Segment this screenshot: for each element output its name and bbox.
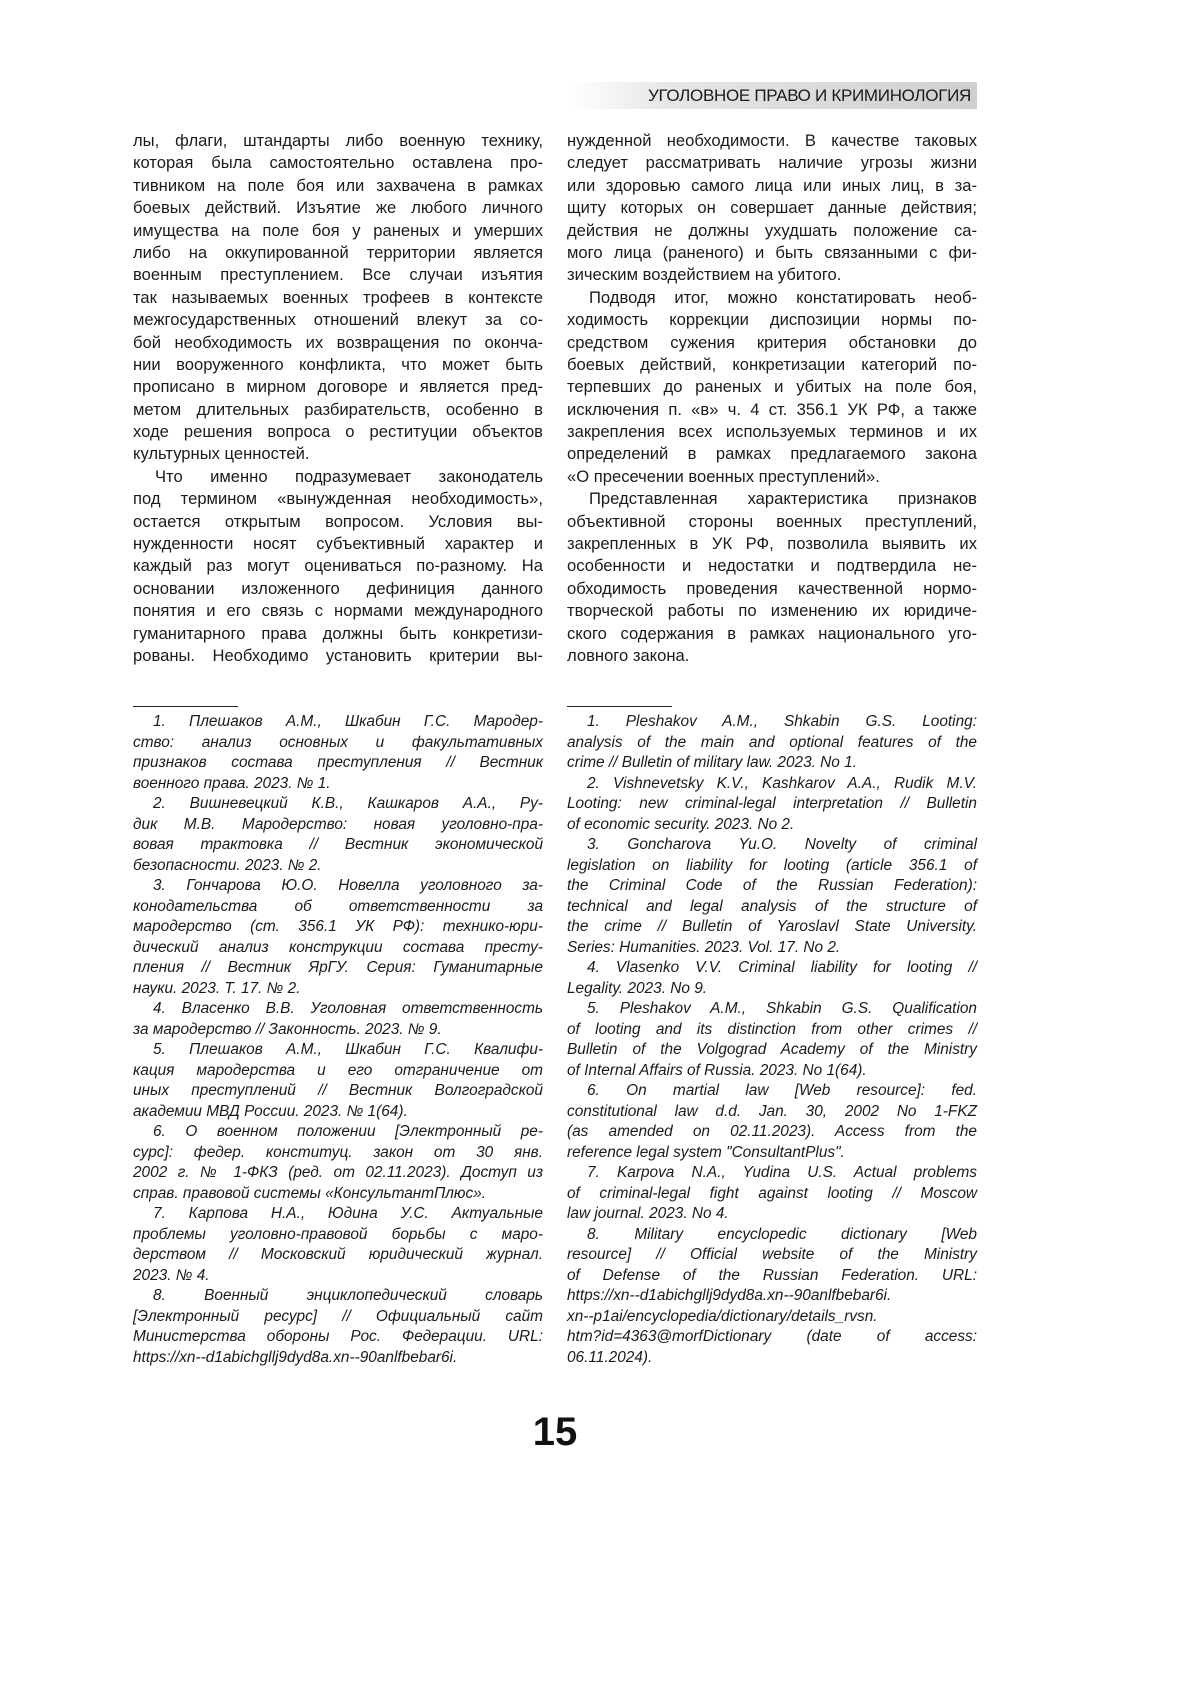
text-line: справ. правовой системы «КонсультантПлюс».: [133, 1184, 543, 1205]
text-line: law journal. 2023. No 4.: [567, 1204, 977, 1225]
text-line: of Internal Affairs of Russia. 2023. No 1(64).: [567, 1061, 977, 1082]
text-line: 7. Карпова Н.А., Юдина У.С. Актуальные: [133, 1204, 543, 1225]
text-line: 2. Вишневецкий К.В., Кашкаров А.А., Ру-: [133, 794, 543, 815]
text-line: исключения п. «в» ч. 4 ст. 356.1 УК РФ, а также: [567, 399, 977, 421]
text-line: имущества на поле боя у раненых и умерших: [133, 220, 543, 242]
paragraph: [567, 488, 977, 667]
text-line: constitutional law d.d. Jan. 30, 2002 No 1-FKZ: [567, 1102, 977, 1123]
text-line: of looting and its distinction from other crimes //: [567, 1020, 977, 1041]
reference-entry: [567, 958, 977, 999]
text-line: of economic security. 2023. No 2.: [567, 815, 977, 836]
reference-entry: [567, 999, 977, 1081]
text-line: зическим воздействием на убитого.: [567, 264, 977, 286]
text-line: средством сужения критерия обстановки до: [567, 332, 977, 354]
reference-entry: [567, 774, 977, 836]
text-line: науки. 2023. Т. 17. № 2.: [133, 979, 543, 1000]
text-line: академии МВД России. 2023. № 1(64).: [133, 1102, 543, 1123]
text-line: определений в рамках предлагаемого закона: [567, 443, 977, 465]
text-line: Bulletin of the Volgograd Academy of the Ministry: [567, 1040, 977, 1061]
text-line: боевых действий, конкретизации категорий по-: [567, 354, 977, 376]
text-line: 4. Vlasenko V.V. Criminal liability for looting //: [567, 958, 977, 979]
text-line: 7. Karpova N.A., Yudina U.S. Actual problems: [567, 1163, 977, 1184]
reference-entry: [567, 1081, 977, 1163]
text-line: либо на оккупированной территории является: [133, 242, 543, 264]
text-line: под термином «вынужденная необходимость»,: [133, 488, 543, 510]
reference-entry: [133, 876, 543, 999]
text-line: мародерство (ст. 356.1 УК РФ): технико-юри-: [133, 917, 543, 938]
text-line: Министерства обороны Рос. Федерации. URL:: [133, 1327, 543, 1348]
text-line: 3. Гончарова Ю.О. Новелла уголовного за-: [133, 876, 543, 897]
text-line: так называемых военных трофеев в контексте: [133, 287, 543, 309]
text-line: остается открытым вопросом. Условия вы-: [133, 511, 543, 533]
text-line: ского содержания в рамках национального уго-: [567, 623, 977, 645]
text-line: творческой работы по изменению их юридиче-: [567, 600, 977, 622]
text-line: нужденной необходимости. В качестве таковых: [567, 130, 977, 152]
text-line: прописано в мирном договоре и является пред-: [133, 376, 543, 398]
text-line: конодательства об ответственности за: [133, 897, 543, 918]
reference-entry: [133, 1040, 543, 1122]
text-line: боевых действий. Изъятие же любого личного: [133, 197, 543, 219]
text-line: htm?id=4363@morfDictionary (date of access:: [567, 1327, 977, 1348]
text-line: следует рассматривать наличие угрозы жизни: [567, 152, 977, 174]
text-line: https://xn--d1abichgllj9dyd8a.xn--90anlfbebar6i.: [133, 1348, 543, 1369]
text-line: культурных ценностей.: [133, 443, 543, 465]
reference-entry: [133, 1204, 543, 1286]
reference-entry: [567, 1225, 977, 1369]
text-line: resource] // Official website of the Ministry: [567, 1245, 977, 1266]
text-line: безопасности. 2023. № 2.: [133, 856, 543, 877]
reference-entry: [133, 794, 543, 876]
paragraph: [133, 466, 543, 668]
body-column-left: [133, 130, 543, 667]
text-line: метом длительных разбирательств, особенно в: [133, 399, 543, 421]
text-line: 6. On martial law [Web resource]: fed.: [567, 1081, 977, 1102]
reference-entry: [567, 712, 977, 774]
text-line: межгосударственных отношений влекут за со-: [133, 309, 543, 331]
reference-entry: [133, 712, 543, 794]
text-line: analysis of the main and optional features of the: [567, 733, 977, 754]
text-line: дик М.В. Мародерство: новая уголовно-пра-: [133, 815, 543, 836]
text-line: нии вооруженного конфликта, что может быть: [133, 354, 543, 376]
text-line: 2023. № 4.: [133, 1266, 543, 1287]
text-line: legislation on liability for looting (article 356.1 of: [567, 856, 977, 877]
text-line: ловного закона.: [567, 645, 977, 667]
section-title: УГОЛОВНОЕ ПРАВО И КРИМИНОЛОГИЯ: [648, 86, 971, 106]
text-line: xn--p1ai/encyclopedia/dictionary/details_rvsn.: [567, 1307, 977, 1328]
text-line: терпевших до раненых и убитых на поле боя,: [567, 376, 977, 398]
running-header: [568, 82, 977, 109]
text-line: рованы. Необходимо установить критерии вы-: [133, 645, 543, 667]
text-line: проблемы уголовно-правовой борьбы с маро-: [133, 1225, 543, 1246]
references-russian: [133, 712, 543, 1368]
text-line: 06.11.2024).: [567, 1348, 977, 1369]
text-line: понятия и его связь с нормами международного: [133, 600, 543, 622]
text-line: 6. О военном положении [Электронный ре-: [133, 1122, 543, 1143]
text-line: пления // Вестник ЯрГУ. Серия: Гуманитарные: [133, 958, 543, 979]
text-line: Что именно подразумевает законодатель: [133, 466, 543, 488]
text-line: 3. Goncharova Yu.O. Novelty of criminal: [567, 835, 977, 856]
footnote-separator-right: [567, 706, 672, 707]
text-line: которая была самостоятельно оставлена про-: [133, 152, 543, 174]
text-line: Legality. 2023. No 9.: [567, 979, 977, 1000]
text-line: сурс]: федер. конституц. закон от 30 янв.: [133, 1143, 543, 1164]
text-line: ство: анализ основных и факультативных: [133, 733, 543, 754]
text-line: 1. Плешаков А.М., Шкабин Г.С. Мародер-: [133, 712, 543, 733]
text-line: действия не должны ухудшать положение са-: [567, 220, 977, 242]
paragraph: [133, 130, 543, 466]
text-line: the Criminal Code of the Russian Federation):: [567, 876, 977, 897]
text-line: 8. Military encyclopedic dictionary [Web: [567, 1225, 977, 1246]
text-line: объективной стороны военных преступлений,: [567, 511, 977, 533]
reference-entry: [567, 835, 977, 958]
text-line: дический анализ конструкции состава престу-: [133, 938, 543, 959]
text-line: ходимость коррекции диспозиции нормы по-: [567, 309, 977, 331]
text-line: признаков состава преступления // Вестник: [133, 753, 543, 774]
text-line: обходимость проведения качественной нормо-: [567, 578, 977, 600]
text-line: вовая трактовка // Вестник экономической: [133, 835, 543, 856]
text-line: 2. Vishnevetsky K.V., Kashkarov A.A., Rudik M.V.: [567, 774, 977, 795]
text-line: Подводя итог, можно констатировать необ-: [567, 287, 977, 309]
text-line: каждый раз могут оцениваться по-разному. На: [133, 555, 543, 577]
text-line: of Defense of the Russian Federation. URL:: [567, 1266, 977, 1287]
body-column-right: [567, 130, 977, 667]
text-line: Looting: new criminal-legal interpretation // Bulletin: [567, 794, 977, 815]
references-english: [567, 712, 977, 1368]
text-line: мого лица (раненого) и быть связанными с фи-: [567, 242, 977, 264]
text-line: или здоровью самого лица или иных лиц, в за-: [567, 175, 977, 197]
text-line: лы, флаги, штандарты либо военную технику,: [133, 130, 543, 152]
text-line: за мародерство // Законность. 2023. № 9.: [133, 1020, 543, 1041]
text-line: [Электронный ресурс] // Официальный сайт: [133, 1307, 543, 1328]
text-line: 5. Pleshakov A.M., Shkabin G.S. Qualification: [567, 999, 977, 1020]
text-line: 1. Pleshakov A.M., Shkabin G.S. Looting:: [567, 712, 977, 733]
text-line: военного права. 2023. № 1.: [133, 774, 543, 795]
text-line: technical and legal analysis of the structure of: [567, 897, 977, 918]
text-line: бой необходимость их возвращения по оконча-: [133, 332, 543, 354]
text-line: 2002 г. № 1-ФКЗ (ред. от 02.11.2023). Доступ из: [133, 1163, 543, 1184]
text-line: of criminal-legal fight against looting // Moscow: [567, 1184, 977, 1205]
reference-entry: [133, 1122, 543, 1204]
text-line: Представленная характеристика признаков: [567, 488, 977, 510]
text-line: военным преступлением. Все случаи изъятия: [133, 264, 543, 286]
text-line: ходе решения вопроса о реституции объектов: [133, 421, 543, 443]
text-line: (as amended on 02.11.2023). Access from the: [567, 1122, 977, 1143]
text-line: закрепления всех используемых терминов и их: [567, 421, 977, 443]
reference-entry: [133, 999, 543, 1040]
text-line: кация мародерства и его отграничение от: [133, 1061, 543, 1082]
reference-entry: [133, 1286, 543, 1368]
text-line: 5. Плешаков А.М., Шкабин Г.С. Квалифи-: [133, 1040, 543, 1061]
text-line: нужденности носят субъективный характер и: [133, 533, 543, 555]
paragraph: [567, 130, 977, 287]
text-line: дерством // Московский юридический журнал.: [133, 1245, 543, 1266]
footnote-separator-left: [133, 706, 238, 707]
paragraph: [567, 287, 977, 489]
text-line: https://xn--d1abichgllj9dyd8a.xn--90anlfbebar6i.: [567, 1286, 977, 1307]
text-line: crime // Bulletin of military law. 2023. No 1.: [567, 753, 977, 774]
text-line: щиту которых он совершает данные действия;: [567, 197, 977, 219]
text-line: reference legal system "ConsultantPlus".: [567, 1143, 977, 1164]
text-line: 8. Военный энциклопедический словарь: [133, 1286, 543, 1307]
text-line: тивником на поле боя или захвачена в рамках: [133, 175, 543, 197]
text-line: «О пресечении военных преступлений».: [567, 466, 977, 488]
text-line: основании изложенного дефиниция данного: [133, 578, 543, 600]
text-line: the crime // Bulletin of Yaroslavl State University.: [567, 917, 977, 938]
text-line: закрепленных в УК РФ, позволила выявить их: [567, 533, 977, 555]
text-line: Series: Humanities. 2023. Vol. 17. No 2.: [567, 938, 977, 959]
text-line: гуманитарного права должны быть конкретизи-: [133, 623, 543, 645]
text-line: иных преступлений // Вестник Волгоградской: [133, 1081, 543, 1102]
page-number: 15: [0, 1410, 1110, 1455]
text-line: особенности и недостатки и подтвердила не-: [567, 555, 977, 577]
reference-entry: [567, 1163, 977, 1225]
text-line: 4. Власенко В.В. Уголовная ответственность: [133, 999, 543, 1020]
